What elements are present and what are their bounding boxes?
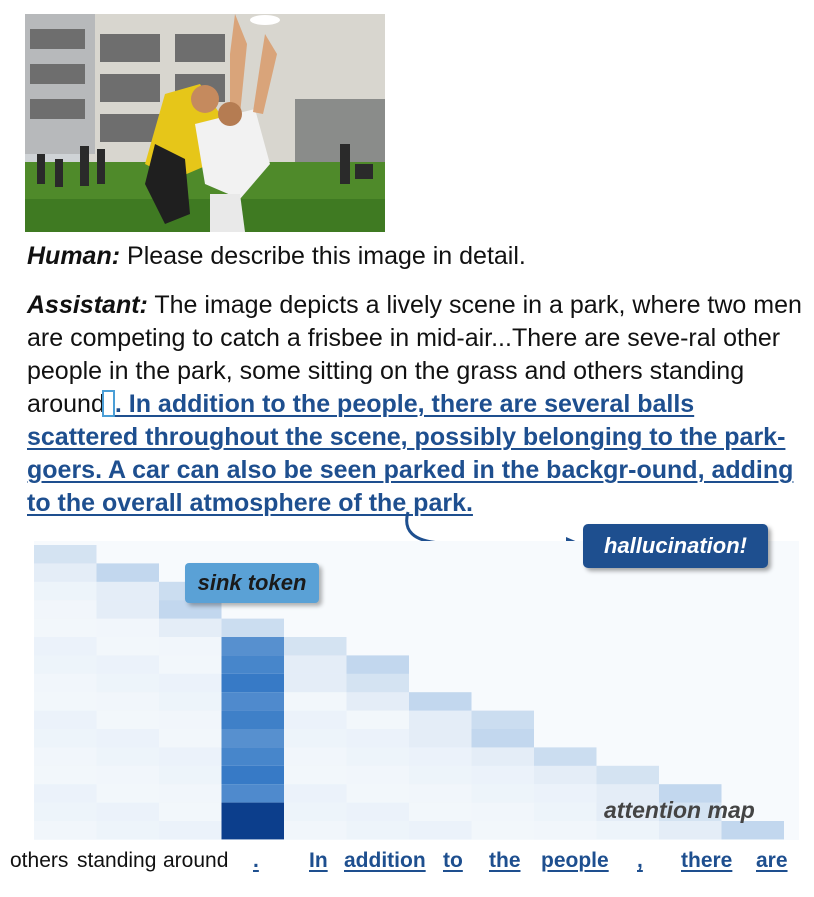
attention-cell bbox=[34, 619, 97, 637]
attention-cell bbox=[34, 600, 97, 618]
attention-cell bbox=[222, 729, 285, 747]
hallucination-callout: hallucination! bbox=[583, 524, 768, 568]
attention-cell bbox=[159, 747, 222, 765]
attention-cell bbox=[472, 784, 535, 802]
attention-cell bbox=[284, 711, 347, 729]
attention-cell bbox=[472, 803, 535, 821]
attention-cell bbox=[409, 784, 472, 802]
attention-cell bbox=[34, 784, 97, 802]
attention-cell bbox=[159, 637, 222, 655]
attention-cell bbox=[347, 674, 410, 692]
attention-cell bbox=[284, 674, 347, 692]
attention-cell bbox=[222, 747, 285, 765]
attention-cell bbox=[347, 821, 410, 839]
attention-cell bbox=[534, 784, 597, 802]
attention-cell bbox=[34, 711, 97, 729]
attention-cell bbox=[159, 729, 222, 747]
assistant-text-plain: The image depicts a lively scene in a park, where two men are competing to catch a frisbee in mid-air...There are seve-ral other people in the park, some sitting on the grass and others standing around bbox=[27, 291, 802, 418]
attention-cell bbox=[97, 729, 160, 747]
attention-cell bbox=[222, 674, 285, 692]
attention-cell bbox=[159, 766, 222, 784]
attention-cell bbox=[97, 747, 160, 765]
attention-cell bbox=[222, 619, 285, 637]
attention-cell bbox=[159, 803, 222, 821]
token-people: people bbox=[541, 849, 609, 872]
attention-cell bbox=[284, 821, 347, 839]
attention-cell bbox=[97, 619, 160, 637]
attention-cell bbox=[34, 674, 97, 692]
attention-cell bbox=[597, 766, 660, 784]
attention-cell bbox=[222, 711, 285, 729]
attention-cell bbox=[159, 674, 222, 692]
attention-cell bbox=[347, 711, 410, 729]
token-standing: standing bbox=[77, 849, 157, 872]
attention-cell bbox=[534, 821, 597, 839]
attention-cell bbox=[34, 766, 97, 784]
attention-cell bbox=[159, 821, 222, 839]
token-the: the bbox=[489, 849, 521, 872]
attention-cell bbox=[97, 582, 160, 600]
attention-cell bbox=[97, 655, 160, 673]
attention-cell bbox=[34, 821, 97, 839]
attention-cell bbox=[284, 655, 347, 673]
attention-cell bbox=[222, 692, 285, 710]
attention-cell bbox=[97, 821, 160, 839]
attention-cell bbox=[222, 637, 285, 655]
attention-cell bbox=[284, 692, 347, 710]
token-there: there bbox=[681, 849, 733, 872]
attention-cell bbox=[159, 619, 222, 637]
attention-cell bbox=[409, 821, 472, 839]
attention-cell bbox=[97, 637, 160, 655]
scene-photo bbox=[25, 14, 385, 232]
attention-cell bbox=[347, 803, 410, 821]
attention-cell bbox=[34, 692, 97, 710]
attention-cell bbox=[409, 729, 472, 747]
attention-cell bbox=[97, 692, 160, 710]
attention-cell bbox=[472, 821, 535, 839]
attention-cell bbox=[409, 692, 472, 710]
attention-cell bbox=[347, 729, 410, 747]
token-others: others bbox=[10, 849, 69, 872]
sink-token-marker bbox=[102, 390, 115, 417]
attention-cell bbox=[472, 729, 535, 747]
attention-cell bbox=[347, 692, 410, 710]
token-comma: , bbox=[637, 849, 643, 872]
attention-cell bbox=[284, 803, 347, 821]
attention-cell bbox=[34, 582, 97, 600]
assistant-role-label: Assistant: bbox=[27, 291, 148, 319]
attention-cell bbox=[97, 766, 160, 784]
attention-cell bbox=[347, 655, 410, 673]
sink-token-callout: sink token bbox=[185, 563, 319, 603]
attention-map bbox=[34, 541, 799, 840]
attention-cell bbox=[409, 711, 472, 729]
attention-cell bbox=[284, 747, 347, 765]
attention-cell bbox=[534, 803, 597, 821]
attention-cell bbox=[34, 563, 97, 581]
attention-cell bbox=[159, 711, 222, 729]
attention-cell bbox=[34, 803, 97, 821]
attention-cell bbox=[97, 563, 160, 581]
attention-cell bbox=[409, 803, 472, 821]
attention-cell bbox=[284, 784, 347, 802]
attention-cell bbox=[222, 821, 285, 839]
token-to: to bbox=[443, 849, 463, 872]
attention-cell bbox=[222, 655, 285, 673]
attention-cell bbox=[97, 711, 160, 729]
attention-cell bbox=[534, 747, 597, 765]
token-in: In bbox=[309, 849, 328, 872]
attention-cell bbox=[34, 637, 97, 655]
attention-cell bbox=[34, 747, 97, 765]
token-period: . bbox=[253, 849, 259, 872]
attention-cell bbox=[534, 766, 597, 784]
attention-cell bbox=[472, 711, 535, 729]
attention-cell bbox=[222, 784, 285, 802]
attention-cell bbox=[97, 600, 160, 618]
attention-cell bbox=[97, 674, 160, 692]
attention-cell bbox=[347, 747, 410, 765]
token-around: around bbox=[163, 849, 229, 872]
attention-map-label: attention map bbox=[604, 797, 755, 823]
attention-cell bbox=[97, 803, 160, 821]
attention-cell bbox=[472, 747, 535, 765]
attention-cell bbox=[159, 655, 222, 673]
attention-cell bbox=[34, 545, 97, 563]
attention-cell bbox=[284, 637, 347, 655]
attention-cell bbox=[347, 784, 410, 802]
token-are: are bbox=[756, 849, 788, 872]
hallucinated-text: . In addition to the people, there are several balls scattered throughout the scene, possibly belonging to the park-goers. A car can also be seen parked in the backgr-ound, adding to the overall atmosphere of the park. bbox=[27, 390, 794, 517]
token-addition: addition bbox=[344, 849, 426, 872]
attention-cell bbox=[284, 766, 347, 784]
attention-cell bbox=[347, 766, 410, 784]
attention-cell bbox=[222, 766, 285, 784]
human-role-label: Human: bbox=[27, 242, 121, 270]
assistant-response bbox=[27, 289, 807, 520]
attention-cell bbox=[34, 655, 97, 673]
attention-cell bbox=[34, 729, 97, 747]
human-prompt bbox=[27, 240, 807, 273]
attention-cell bbox=[159, 692, 222, 710]
human-text: Please describe this image in detail. bbox=[127, 242, 526, 270]
attention-cell bbox=[159, 784, 222, 802]
attention-cell bbox=[409, 766, 472, 784]
attention-cell bbox=[409, 747, 472, 765]
attention-cell bbox=[222, 803, 285, 821]
attention-cell bbox=[97, 784, 160, 802]
attention-cell bbox=[472, 766, 535, 784]
attention-cell bbox=[284, 729, 347, 747]
